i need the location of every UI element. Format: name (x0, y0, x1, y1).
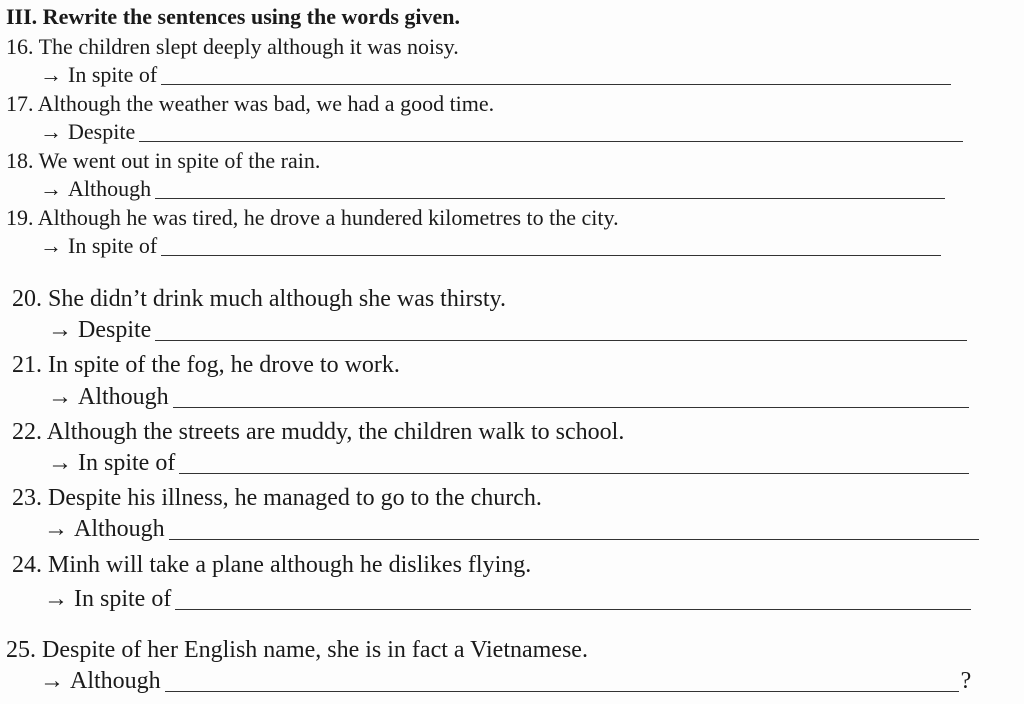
arrow-icon: → (40, 233, 62, 258)
answer-cue: Although (70, 668, 161, 694)
question-16 (6, 34, 459, 60)
answer-line[interactable] (139, 140, 963, 142)
question-sentence: The children slept deeply although it was noisy. (38, 34, 459, 59)
question-24 (12, 552, 531, 579)
arrow-icon: → (40, 119, 62, 144)
answer-23 (44, 516, 979, 543)
question-number: 19. (6, 205, 34, 230)
answer-cue: Despite (78, 317, 152, 343)
question-21 (12, 352, 400, 379)
arrow-icon: → (40, 62, 62, 87)
answer-line[interactable] (179, 472, 969, 474)
question-number: 24. (12, 552, 42, 578)
question-20 (12, 286, 506, 313)
arrow-icon: → (40, 176, 62, 201)
arrow-icon: → (44, 586, 68, 612)
answer-17 (40, 119, 963, 145)
answer-cue: In spite of (74, 586, 172, 612)
answer-cue: Despite (68, 119, 136, 144)
question-17 (6, 91, 494, 117)
question-18 (6, 148, 320, 174)
answer-cue: Although (74, 516, 165, 542)
answer-line[interactable] (169, 538, 979, 540)
question-sentence: In spite of the fog, he drove to work. (48, 352, 400, 378)
answer-line[interactable] (161, 83, 951, 85)
question-sentence: She didn’t drink much although she was thirsty. (48, 286, 506, 312)
answer-cue: Although (68, 176, 152, 201)
section-heading: III. Rewrite the sentences using the words given. (6, 4, 461, 29)
answer-22 (48, 450, 969, 477)
question-number: 16. (6, 34, 34, 59)
arrow-icon: → (40, 668, 64, 694)
answer-21 (48, 384, 969, 411)
question-number: 17. (6, 91, 34, 116)
answer-24 (44, 586, 971, 613)
question-number: 18. (6, 148, 34, 173)
answer-line[interactable] (173, 406, 969, 408)
question-sentence: We went out in spite of the rain. (38, 148, 321, 173)
answer-cue: In spite of (78, 450, 176, 476)
answer-line[interactable] (161, 254, 941, 256)
question-25 (6, 637, 588, 664)
question-22 (12, 419, 624, 446)
answer-25 (40, 668, 971, 695)
answer-19 (40, 233, 941, 259)
question-number: 20. (12, 286, 42, 312)
question-sentence: Although he was tired, he drove a hundered kilometres to the city. (37, 205, 619, 230)
arrow-icon: → (48, 450, 72, 476)
question-sentence: Although the weather was bad, we had a good time. (37, 91, 495, 116)
question-number: 25. (6, 637, 36, 663)
answer-20 (48, 317, 967, 344)
arrow-icon: → (44, 516, 68, 542)
answer-cue: In spite of (68, 62, 158, 87)
question-number: 21. (12, 352, 42, 378)
question-mark: ? (960, 668, 972, 694)
question-23 (12, 485, 542, 512)
answer-line[interactable] (155, 197, 945, 199)
question-sentence: Although the streets are muddy, the children walk to school. (46, 419, 625, 445)
answer-cue: In spite of (68, 233, 158, 258)
arrow-icon: → (48, 317, 72, 343)
answer-18 (40, 176, 945, 202)
question-number: 23. (12, 485, 42, 511)
answer-line[interactable] (175, 608, 971, 610)
answer-line[interactable] (165, 690, 959, 692)
answer-cue: Although (78, 384, 169, 410)
question-19 (6, 205, 619, 231)
answer-line[interactable] (155, 339, 967, 341)
question-sentence: Despite of her English name, she is in fact a Vietnamese. (42, 637, 588, 663)
question-sentence: Minh will take a plane although he dislikes flying. (48, 552, 532, 578)
answer-16 (40, 62, 951, 88)
question-number: 22. (12, 419, 42, 445)
arrow-icon: → (48, 384, 72, 410)
question-sentence: Despite his illness, he managed to go to the church. (48, 485, 542, 511)
